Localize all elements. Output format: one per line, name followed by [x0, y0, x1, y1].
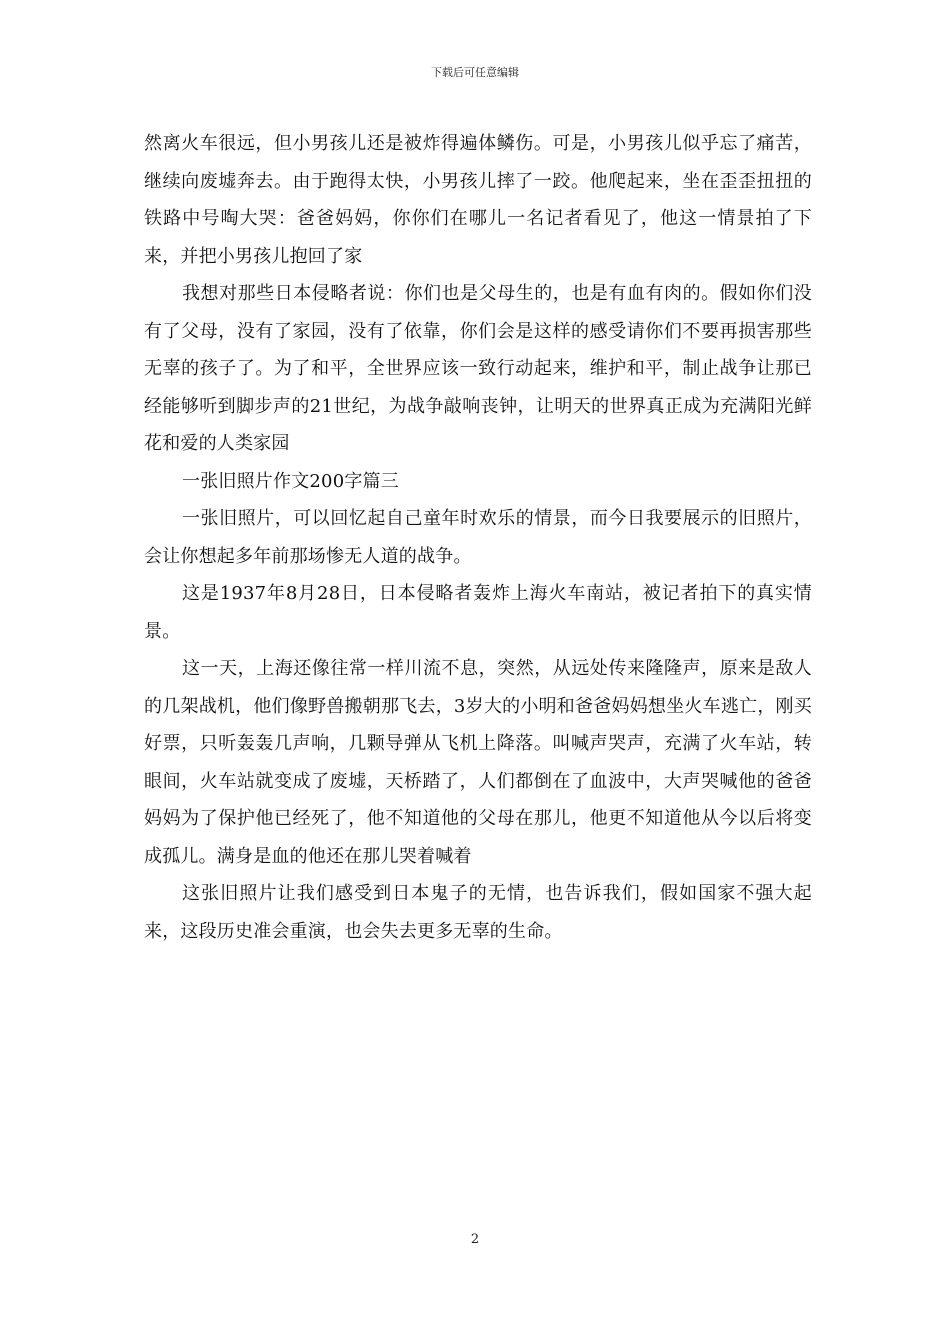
paragraph-old-photo-intro: 一张旧照片，可以回忆起自己童年时欢乐的情景，而今日我要展示的旧照片，会让你想起多年前那场惨无人道的战争。 [144, 508, 812, 567]
document-body [144, 125, 812, 950]
paragraph-message-to-invaders: 我想对那些日本侵略者说：你们也是父母生的，也是有血有肉的。假如你们没有了父母，没有了家园，没有了依靠，你们会是这样的感受请你们不要再损害那些无辜的孩子了。为了和平，全世界应该一致行动起来，维护和平，制止战争让那已经能够听到脚步声的21世纪，为战争敲响丧钟，让明天的世界真正成为充满阳光鲜花和爱的人类家园 [144, 283, 812, 454]
page-number: 2 [470, 1232, 480, 1247]
paragraph-photo-date: 这是1937年8月28日，日本侵略者轰炸上海火车南站，被记者拍下的真实情景。 [144, 583, 812, 642]
section-heading: 一张旧照片作文200字篇三 [182, 470, 399, 492]
paragraph-that-day: 这一天，上海还像往常一样川流不息，突然，从远处传来隆隆声，原来是敌人的几架战机，他们像野兽搬朝那飞去，3岁大的小明和爸爸妈妈想坐火车逃亡，刚买好票，只听轰轰几声响，几颗导弹从飞机上降落。叫喊声哭声，充满了火车站，转眼间，火车站就变成了废墟，天桥踏了，人们都倒在了血波中，大声哭喊他的爸爸妈妈为了保护他已经死了，他不知道他的父母在那儿，他更不知道他从今以后将变成孤儿。满身是血的他还在那儿哭着喊着 [144, 658, 812, 867]
page-header: 下载后可任意编辑 [431, 66, 519, 79]
paragraph-continuation: 然离火车很远，但小男孩儿还是被炸得遍体鳞伤。可是，小男孩儿似乎忘了痛苦，继续向废墟奔去。由于跑得太快，小男孩儿摔了一跤。他爬起来，坐在歪歪扭扭的铁路中号啕大哭：爸爸妈妈，你你们在哪儿一名记者看见了，他这一情景拍了下来，并把小男孩儿抱回了家 [144, 133, 812, 267]
paragraph-conclusion: 这张旧照片让我们感受到日本鬼子的无情，也告诉我们，假如国家不强大起来，这段历史准会重演，也会失去更多无辜的生命。 [144, 883, 812, 942]
